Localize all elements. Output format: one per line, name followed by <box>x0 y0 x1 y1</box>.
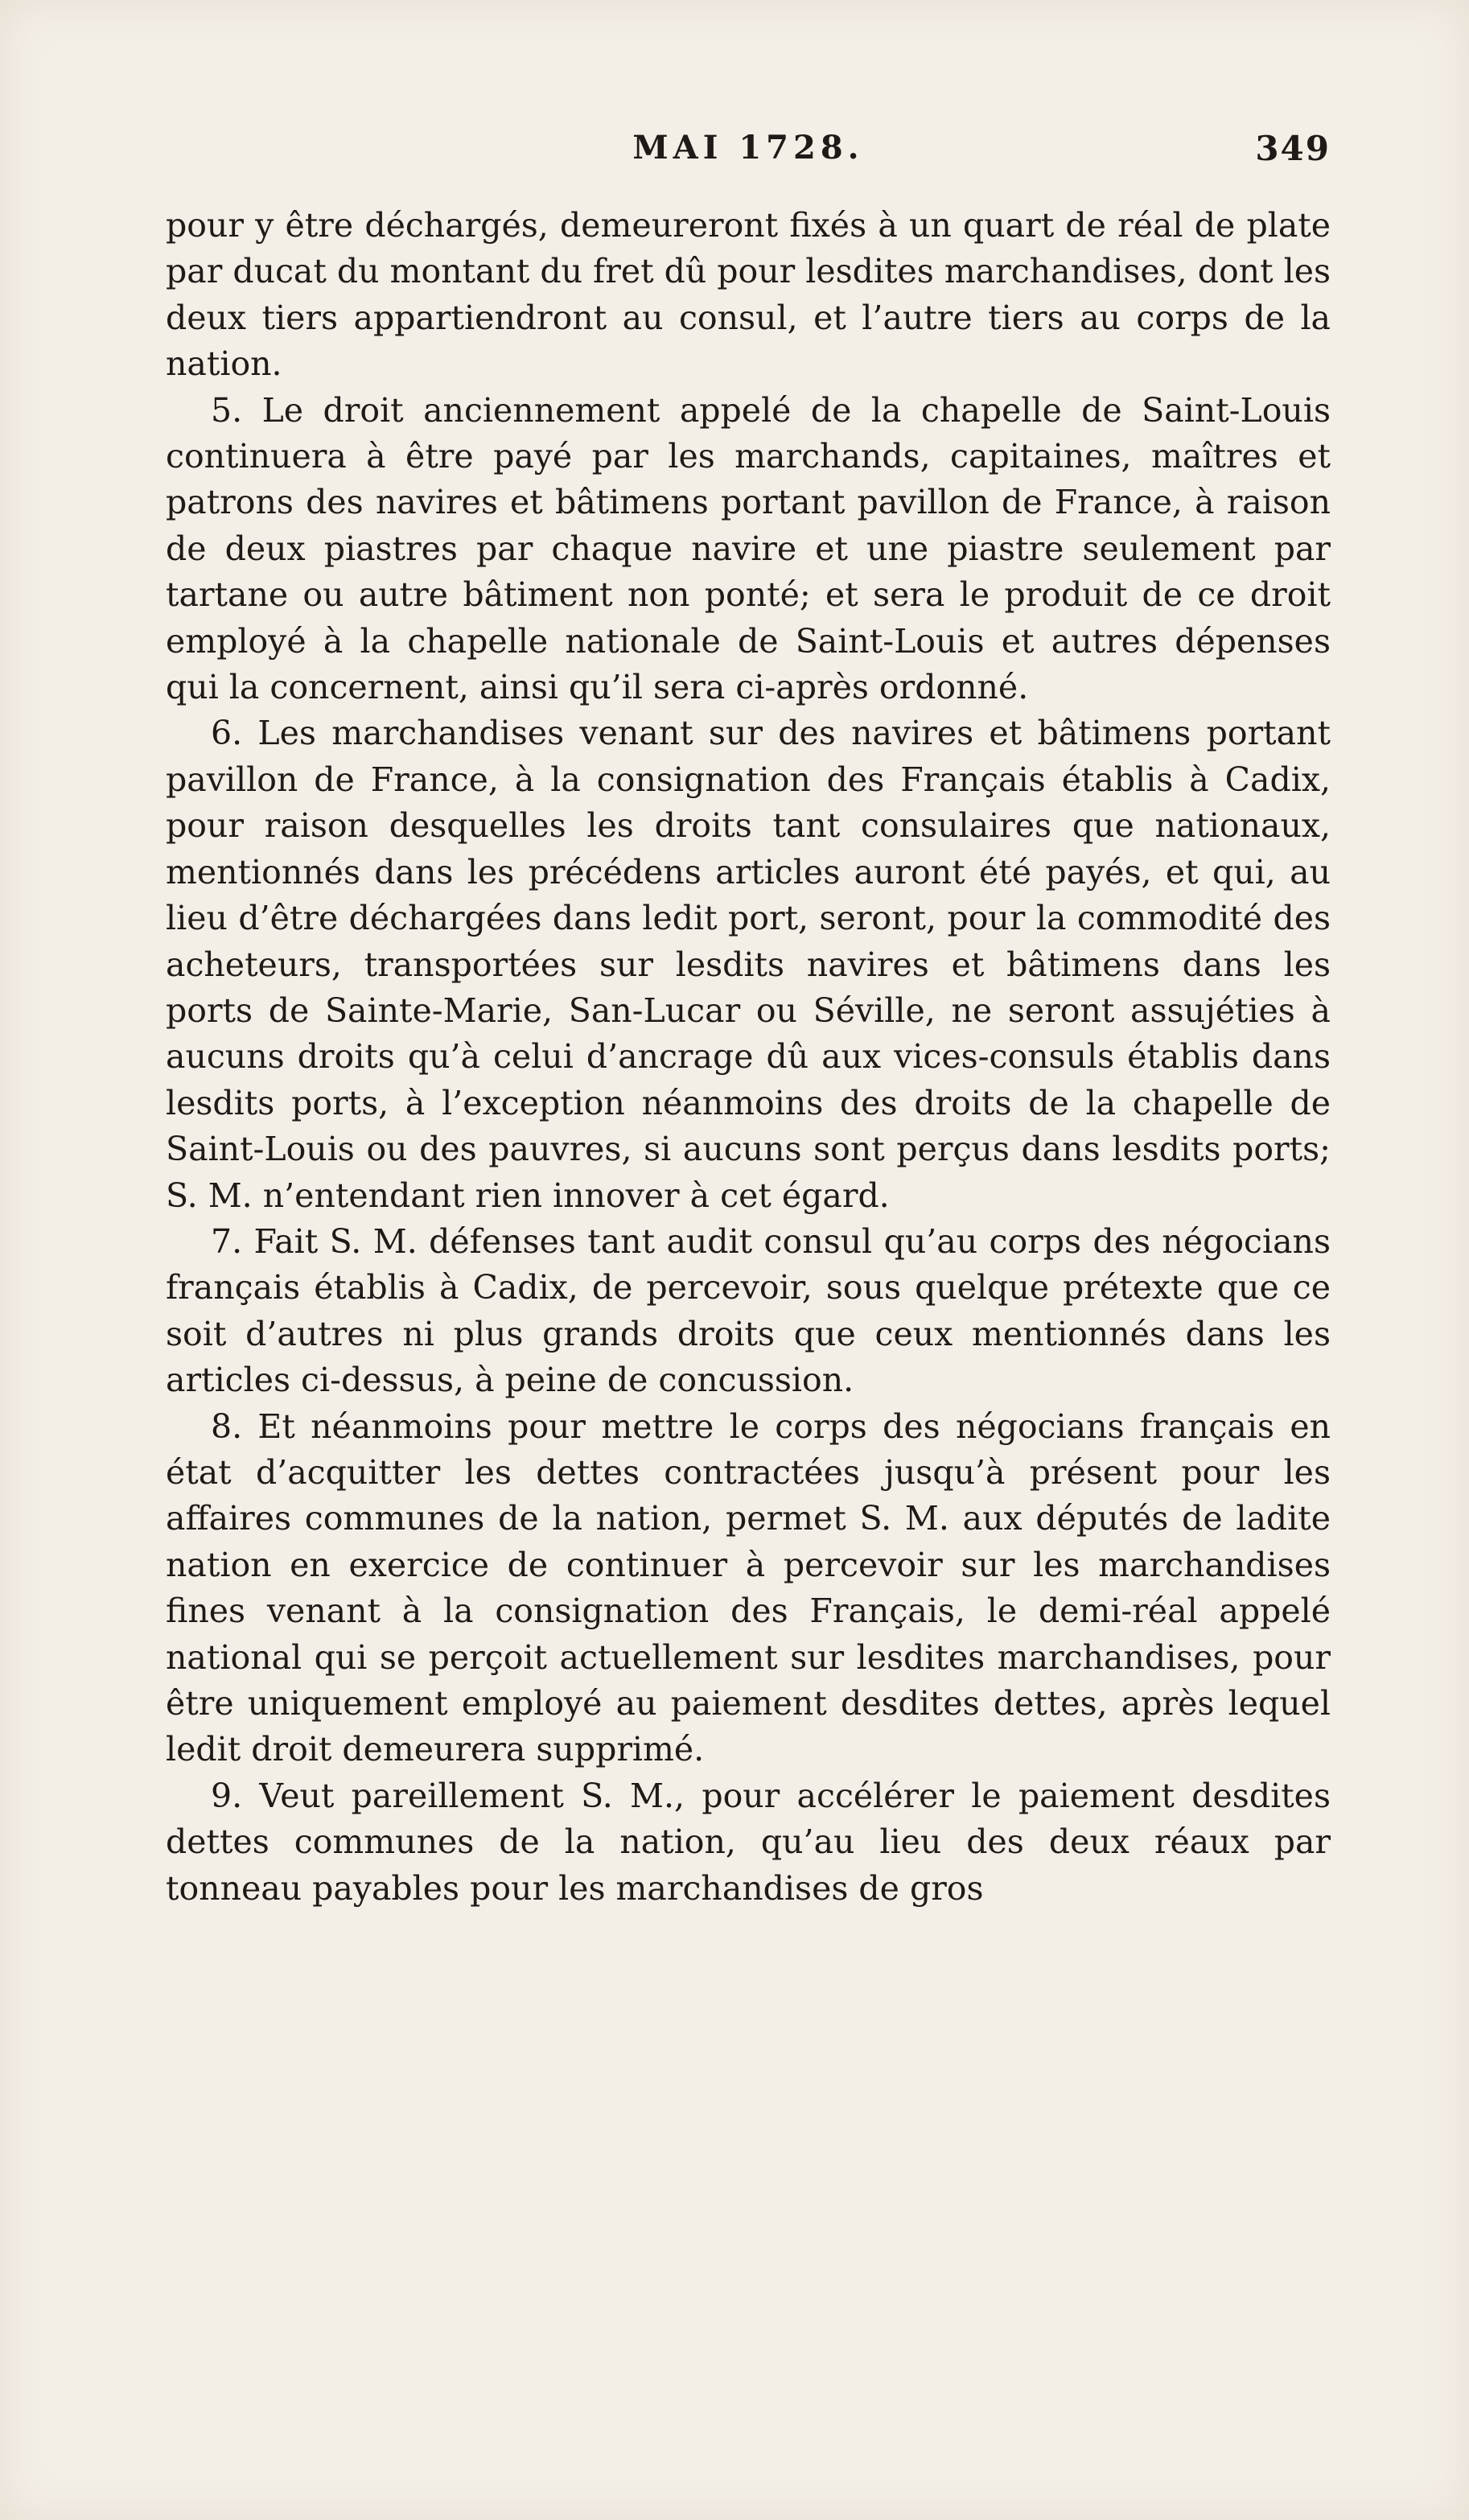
article-7: 7. Fait S. M. défenses tant audit consul qu’au corps des négocians français établis à Cadix, de percevoir, sous quelque prétexte que ce soit d’autres ni plus grands droits que ceux mentionnés dans les articles ci-dessus, à peine de concussion. <box>166 1221 1331 1400</box>
page-header <box>166 129 1331 177</box>
paragraph-continuation: pour y être déchargés, demeureront fixés à un quart de réal de plate par ducat du montant du fret dû pour lesdites marchandises, dont les deux tiers appartiendront au consul, et l’autre tiers au corps de la nation. <box>166 206 1331 384</box>
article-9: 9. Veut pareillement S. M., pour accélérer le paiement desdites dettes communes de la nation, qu’au lieu des deux réaux par tonneau payables pour les marchandises de gros <box>166 1776 1331 1908</box>
article-8: 8. Et néanmoins pour mettre le corps des négocians français en état d’acquitter les dettes contractées jusqu’à présent pour les affaires communes de la nation, permet S. M. aux députés de ladite nation en exercice de continuer à percevoir sur les marchandises fines venant à la consignation des Français, le demi-réal appelé national qui se perçoit actuellement sur lesdites marchandises, pour être uniquement employé au paiement desdites dettes, après lequel ledit droit demeurera supprimé. <box>166 1406 1331 1769</box>
running-head: MAI 1728. <box>632 129 864 167</box>
body-text <box>166 203 1331 1912</box>
page-number: 349 <box>1255 129 1331 168</box>
article-5: 5. Le droit anciennement appelé de la chapelle de Saint-Louis continuera à être payé par les marchands, capitaines, maîtres et patrons des navires et bâtimens portant pavillon de France, à raison de deux piastres par chaque navire et une piastre seulement par tartane ou autre bâtiment non ponté; et sera le produit de ce droit employé à la chapelle nationale de Saint-Louis et autres dépenses qui la concernent, ainsi qu’il sera ci-après ordonné. <box>166 390 1331 707</box>
article-6: 6. Les marchandises venant sur des navires et bâtimens portant pavillon de France, à la consignation des Français établis à Cadix, pour raison desquelles les droits tant consulaires que nationaux, mentionnés dans les précédens articles auront été payés, et qui, au lieu d’être déchargées dans ledit port, seront, pour la commodité des acheteurs, transportées sur lesdits navires et bâtimens dans les ports de Sainte-Marie, San-Lucar ou Séville, ne seront assujéties à aucuns droits qu’à celui d’ancrage dû aux vices-consuls établis dans lesdits ports, à l’exception néanmoins des droits de la chapelle de Saint-Louis ou des pauvres, si aucuns sont perçus dans lesdits ports; S. M. n’entendant rien innover à cet égard. <box>166 714 1331 1215</box>
